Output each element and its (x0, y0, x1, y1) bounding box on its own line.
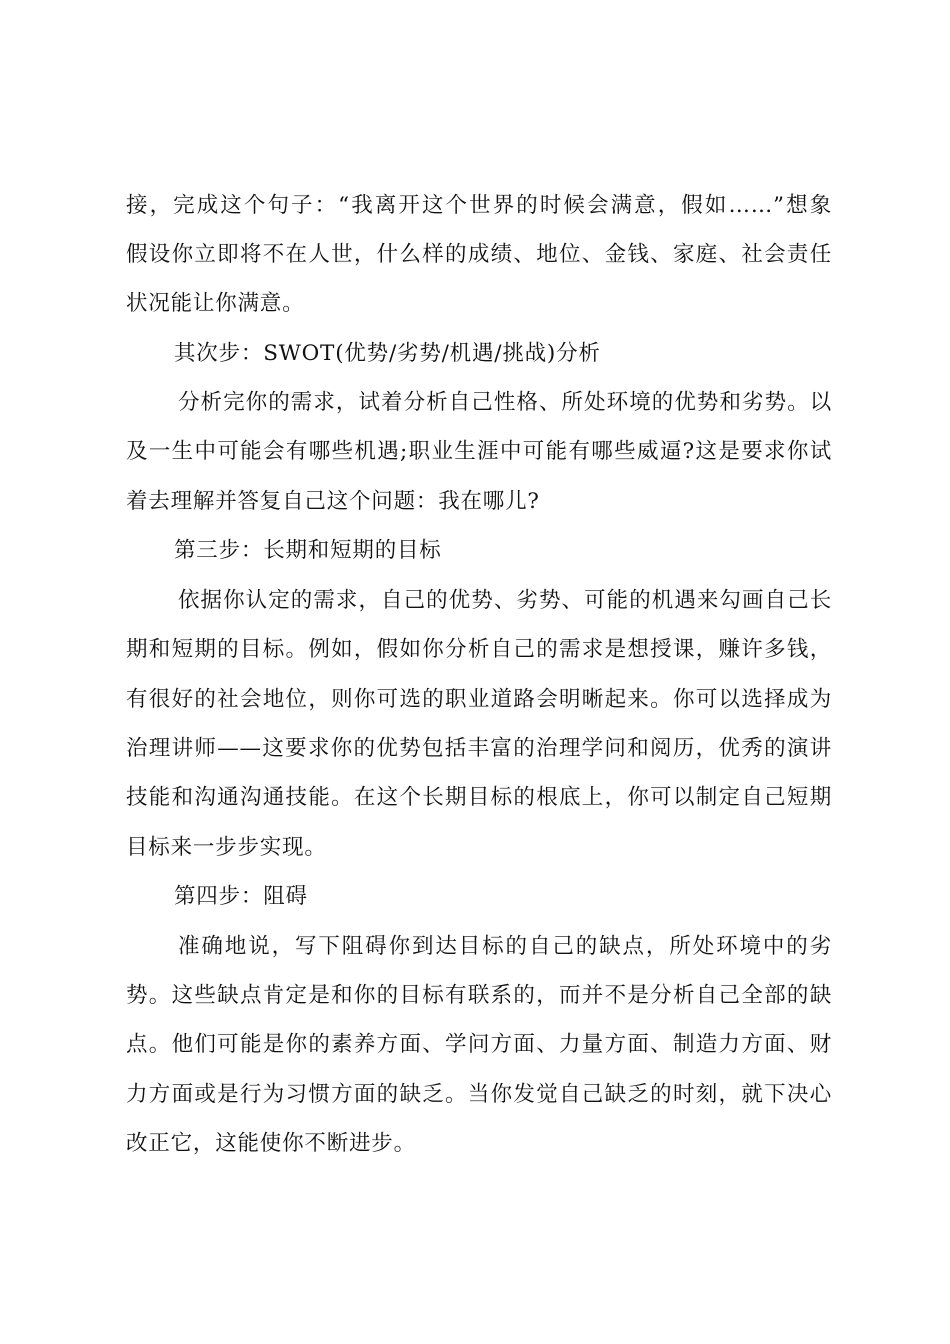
paragraph-1-line-3: 状况能让你满意。 (126, 291, 305, 316)
paragraph-7-line-4: 力方面或是行为习惯方面的缺乏。当你发觉自己缺乏的时刻，就下决心 (126, 1082, 832, 1107)
paragraph-1-line-1: 接，完成这个句子：“我离开这个世界的时候会满意，假如……”想象 (126, 193, 832, 218)
paragraph-7-line-1: 准确地说，写下阻碍你到达目标的自己的缺点，所处环境中的劣 (178, 934, 832, 959)
paragraph-7-line-2: 势。这些缺点肯定是和你的目标有联系的，而并不是分析自己全部的缺 (126, 983, 832, 1008)
paragraph-5-line-3: 有很好的社会地位，则你可选的职业道路会明晰起来。你可以选择成为 (126, 687, 832, 712)
paragraph-1-line-2: 假设你立即将不在人世，什么样的成绩、地位、金钱、家庭、社会责任 (126, 242, 832, 267)
paragraph-5-line-1: 依据你认定的需求，自己的优势、劣势、可能的机遇来勾画自己长 (178, 588, 832, 613)
step-3-heading: 第三步：长期和短期的目标 (174, 538, 442, 563)
paragraph-7-line-3: 点。他们可能是你的素养方面、学问方面、力量方面、制造力方面、财 (126, 1032, 832, 1057)
step-2-heading: 其次步：SWOT(优势/劣势/机遇/挑战)分析 (174, 341, 601, 366)
step-4-heading: 第四步：阻碍 (174, 884, 308, 909)
paragraph-5-line-2: 期和短期的目标。例如，假如你分析自己的需求是想授课，赚许多钱， (126, 637, 832, 662)
paragraph-3-line-3: 着去理解并答复自己这个问题：我在哪儿? (126, 489, 540, 514)
paragraph-5-line-4: 治理讲师——这要求你的优势包括丰富的治理学问和阅历，优秀的演讲 (126, 736, 832, 761)
paragraph-5-line-5: 技能和沟通沟通技能。在这个长期目标的根底上，你可以制定自己短期 (126, 785, 832, 810)
paragraph-3-line-1: 分析完你的需求，试着分析自己性格、所处环境的优势和劣势。以 (178, 390, 832, 415)
paragraph-3-line-2: 及一生中可能会有哪些机遇;职业生涯中可能有哪些威逼?这是要求你试 (126, 439, 832, 464)
paragraph-5-line-6: 目标来一步步实现。 (126, 835, 327, 860)
paragraph-7-line-5: 改正它，这能使你不断进步。 (126, 1131, 416, 1156)
